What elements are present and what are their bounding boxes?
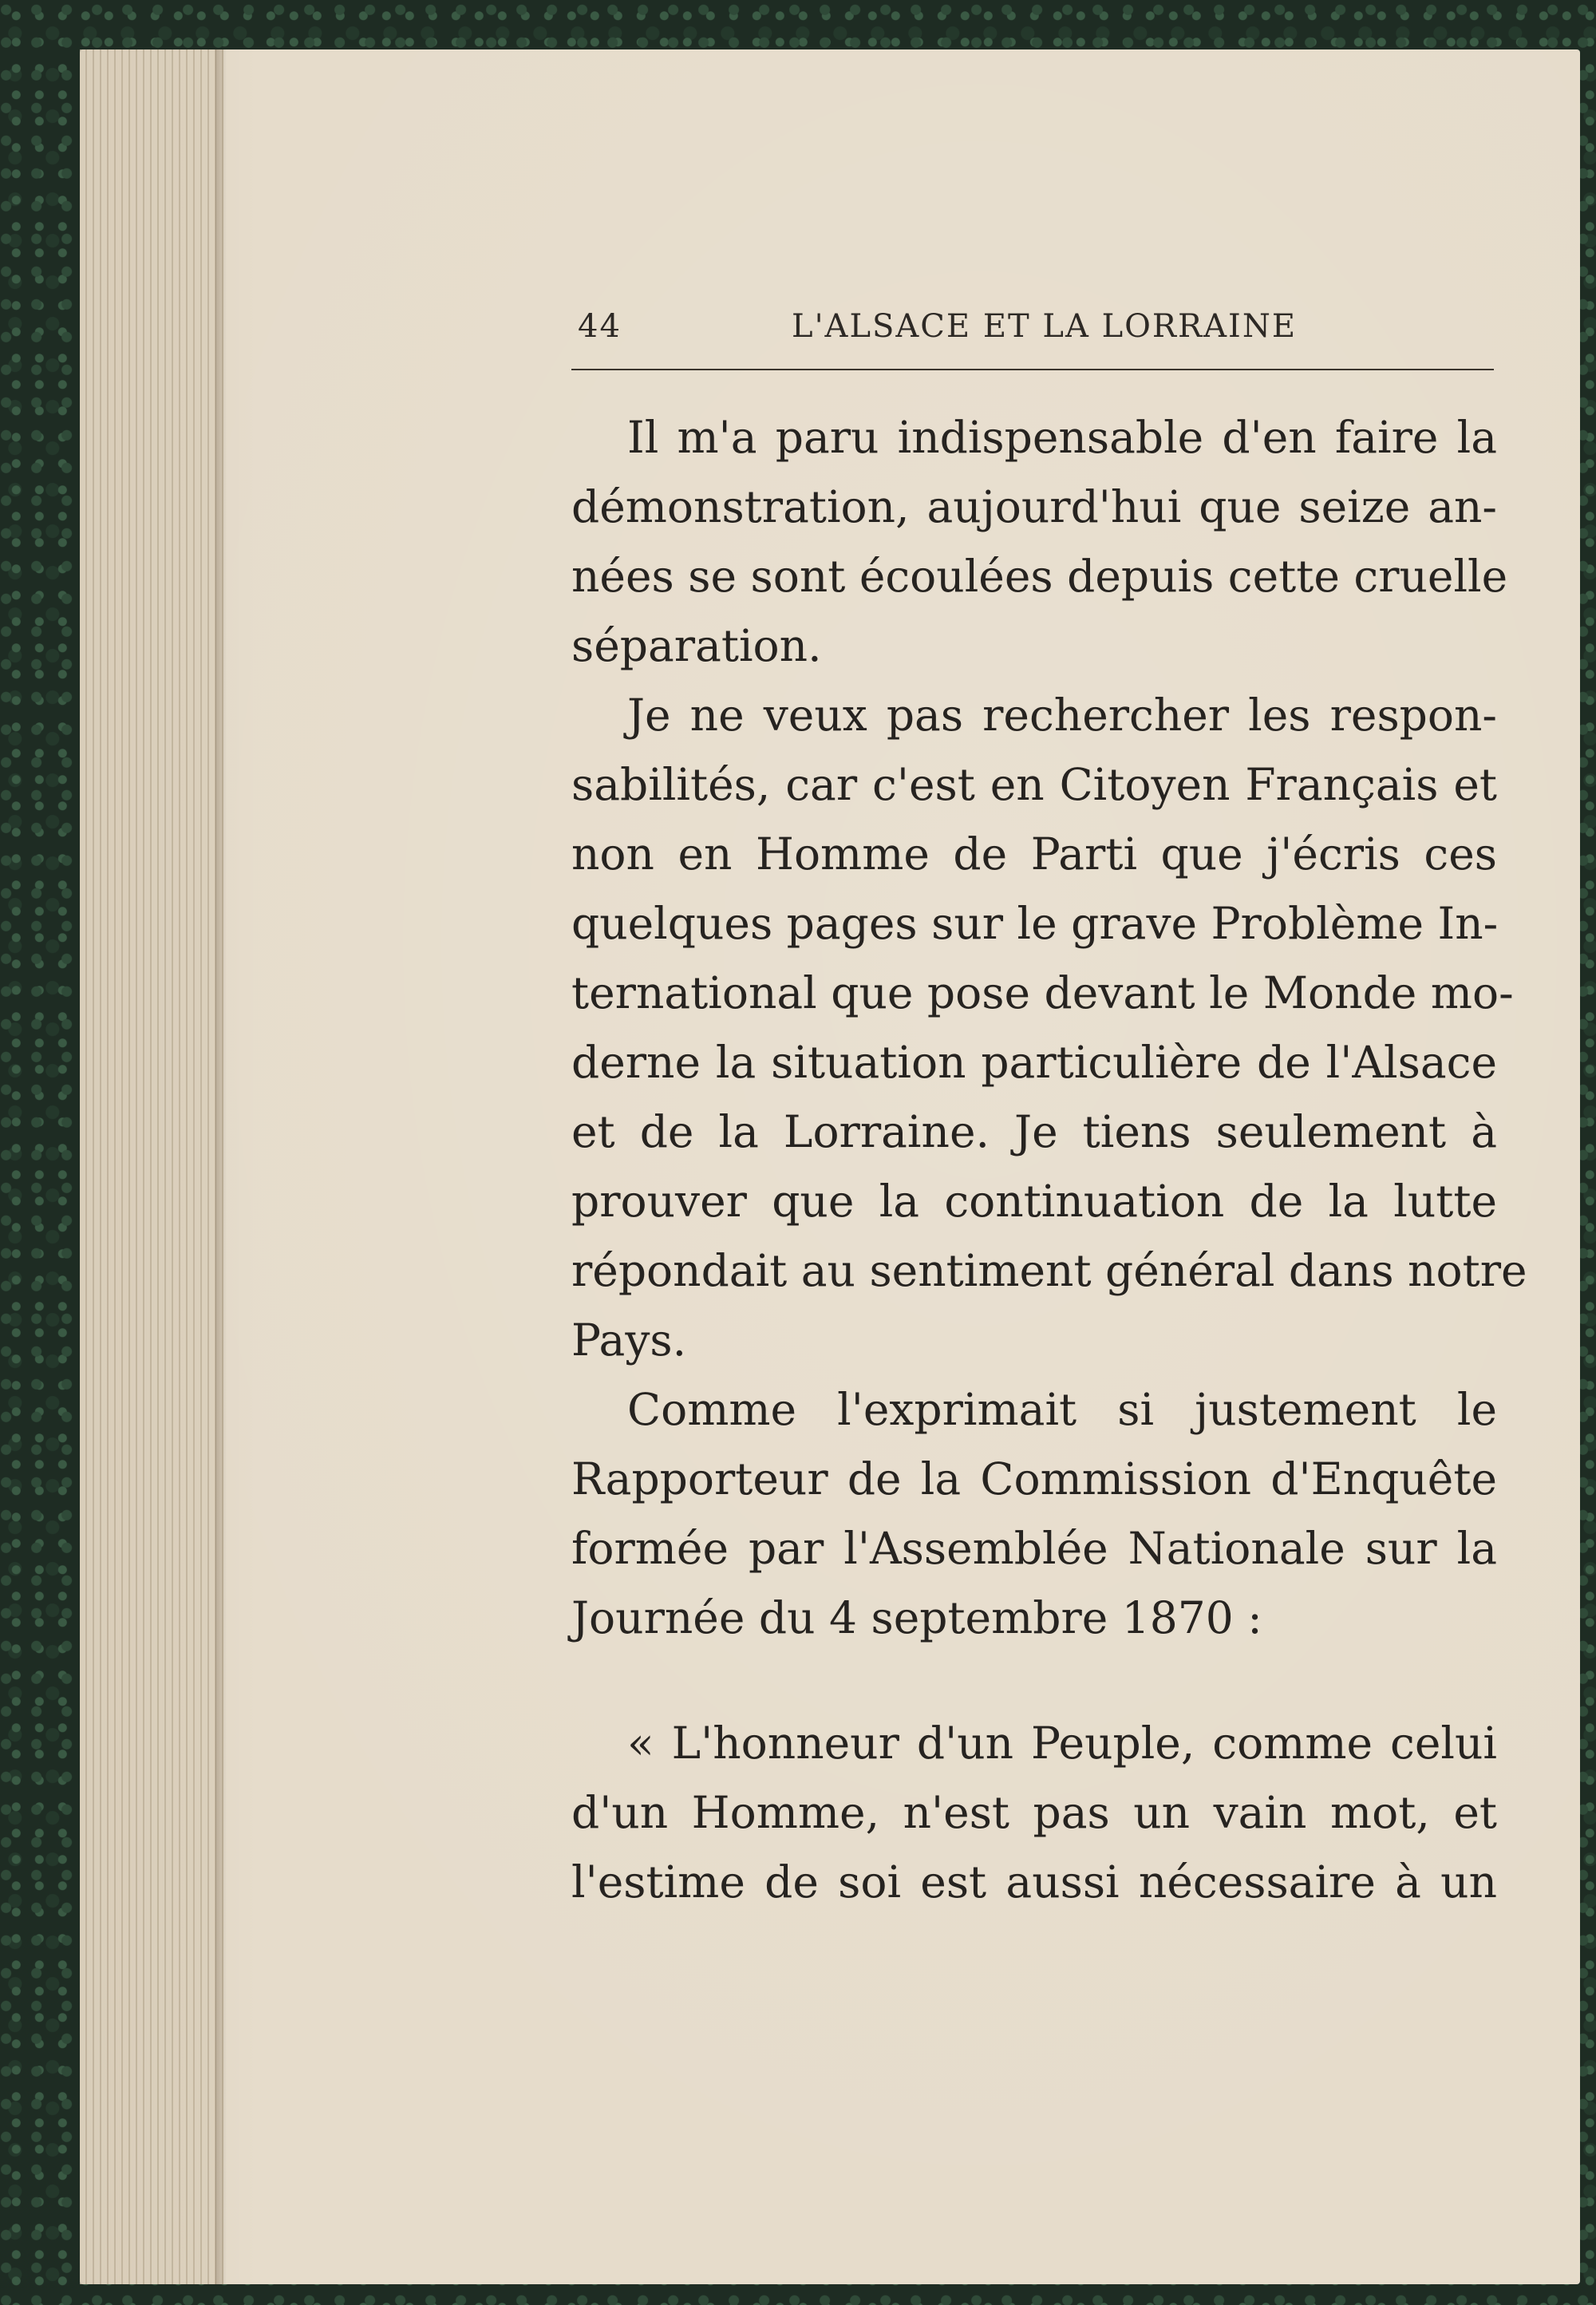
body-text xyxy=(571,403,1527,1917)
paragraph-spacer xyxy=(571,1653,1497,1709)
text-line: non en Homme de Parti que j'écris ces xyxy=(571,828,1497,880)
text-line: derne la situation particulière de l'Alsace xyxy=(571,1037,1497,1088)
text-line: « L'honneur d'un Peuple, comme celui xyxy=(627,1718,1497,1769)
text-line: démonstration, aujourd'hui que seize an- xyxy=(571,481,1497,532)
text-line: quelques pages sur le grave Problème In- xyxy=(571,898,1499,949)
paragraph xyxy=(571,1375,1497,1653)
header-rule xyxy=(571,369,1494,370)
text-line: sabilités, car c'est en Citoyen Français et xyxy=(571,759,1497,810)
text-line: Pays. xyxy=(571,1315,687,1366)
text-line: ternational que pose devant le Monde mo- xyxy=(571,967,1514,1018)
paragraph xyxy=(571,403,1508,681)
quotation xyxy=(571,1709,1497,1917)
text-line: et de la Lorraine. Je tiens seulement à xyxy=(571,1106,1497,1157)
text-line: Rapporteur de la Commission d'Enquête xyxy=(571,1453,1497,1504)
page-number: 44 xyxy=(578,308,622,345)
page-edges xyxy=(80,49,223,2284)
text-line: nées se sont écoulées depuis cette cruelle xyxy=(571,551,1508,602)
text-line: d'un Homme, n'est pas un vain mot, et xyxy=(571,1787,1497,1838)
text-line: Il m'a paru indispensable d'en faire la xyxy=(627,412,1497,463)
text-line: prouver que la continuation de la lutte xyxy=(571,1176,1497,1227)
text-line: répondait au sentiment général dans notre xyxy=(571,1245,1527,1296)
running-header xyxy=(571,303,1494,359)
text-line: Je ne veux pas rechercher les respon- xyxy=(627,690,1497,741)
page-gutter-shadow xyxy=(215,49,227,2284)
running-title: L'ALSACE ET LA LORRAINE xyxy=(792,308,1298,345)
paragraph xyxy=(571,681,1527,1375)
text-line: formée par l'Assemblée Nationale sur la xyxy=(571,1523,1497,1574)
text-line: Comme l'exprimait si justement le xyxy=(627,1384,1497,1435)
text-line: l'estime de soi est aussi nécessaire à un xyxy=(571,1856,1497,1908)
text-line: Journée du 4 septembre 1870 : xyxy=(571,1592,1262,1643)
text-line: séparation. xyxy=(571,620,822,671)
